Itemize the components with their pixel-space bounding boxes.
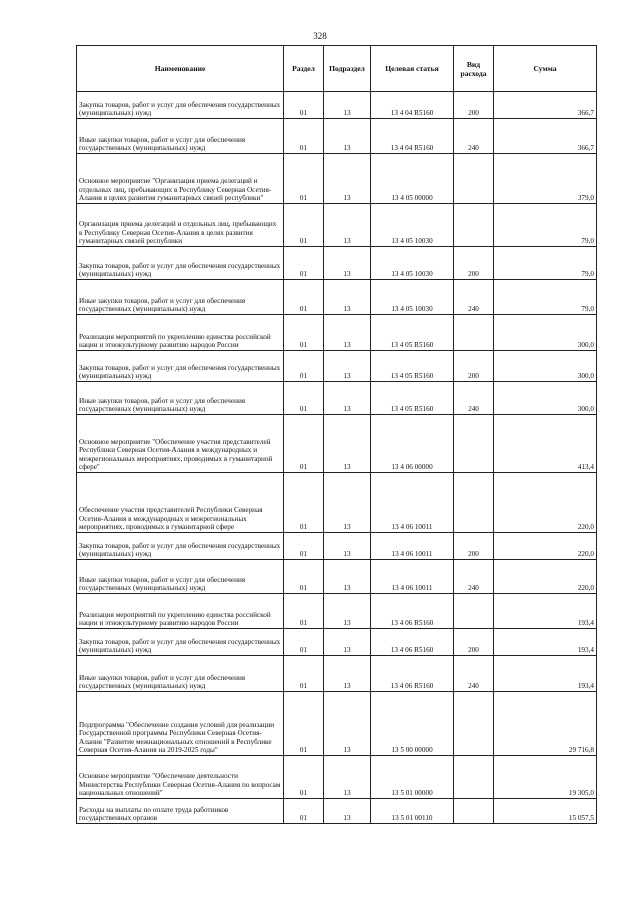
table-row — [77, 315, 597, 351]
cell-vid — [454, 594, 494, 629]
cell-name: Закупка товаров, работ и услуг для обеспечения государственных (муниципальных) нужд — [77, 247, 284, 280]
cell-statya: 13 5 01 00000 — [371, 756, 454, 799]
cell-podrazdel: 13 — [324, 594, 371, 629]
cell-razdel: 01 — [284, 533, 324, 560]
cell-vid: 240 — [454, 119, 494, 154]
cell-name: Иные закупки товаров, работ и услуг для обеспечения государственных (муниципальных) нужд — [77, 119, 284, 154]
cell-name: Реализация мероприятий по укреплению единства российской нации и этнокультурному развитию народов России — [77, 315, 284, 351]
cell-vid — [454, 415, 494, 473]
cell-summa: 79,0 — [494, 204, 597, 247]
cell-vid: 240 — [454, 560, 494, 594]
cell-statya: 13 4 05 10030 — [371, 204, 454, 247]
cell-razdel: 01 — [284, 92, 324, 119]
cell-razdel: 01 — [284, 154, 324, 204]
cell-summa: 79,0 — [494, 247, 597, 280]
cell-vid — [454, 154, 494, 204]
table-row — [77, 656, 597, 692]
table-row — [77, 533, 597, 560]
cell-name: Обеспечение участия представителей Республики Северная Осетия-Алания в международных и межрегиональных мероприятиях, проводимых в гуманитарной сфере — [77, 473, 284, 533]
cell-razdel: 01 — [284, 756, 324, 799]
cell-podrazdel: 13 — [324, 92, 371, 119]
cell-name: Закупка товаров, работ и услуг для обеспечения государственных (муниципальных) нужд — [77, 629, 284, 656]
cell-razdel: 01 — [284, 204, 324, 247]
table-header-row — [77, 46, 597, 92]
table-row — [77, 415, 597, 473]
cell-statya: 13 4 05 00000 — [371, 154, 454, 204]
cell-name: Основное мероприятие "Обеспечение участия представителей Республики Северная Осетия-Алания в международных и межрегиональных мероприятиях, проводимых в гуманитарной сфере" — [77, 415, 284, 473]
cell-podrazdel: 13 — [324, 560, 371, 594]
cell-statya: 13 4 06 00000 — [371, 415, 454, 473]
cell-name: Иные закупки товаров, работ и услуг для обеспечения государственных (муниципальных) нужд — [77, 656, 284, 692]
cell-summa: 15 057,5 — [494, 799, 597, 824]
table-row — [77, 382, 597, 415]
page-number: 328 — [313, 31, 327, 41]
header-razdel: Раздел — [284, 46, 324, 92]
header-statya: Целевая статья — [371, 46, 454, 92]
table-row — [77, 692, 597, 756]
table-row — [77, 92, 597, 119]
cell-summa: 19 305,0 — [494, 756, 597, 799]
cell-vid: 200 — [454, 247, 494, 280]
cell-summa: 300,0 — [494, 351, 597, 382]
table-row — [77, 629, 597, 656]
table-row — [77, 560, 597, 594]
cell-podrazdel: 13 — [324, 315, 371, 351]
cell-vid — [454, 473, 494, 533]
cell-podrazdel: 13 — [324, 473, 371, 533]
cell-name: Иные закупки товаров, работ и услуг для обеспечения государственных (муниципальных) нужд — [77, 382, 284, 415]
cell-statya: 13 4 05 R5160 — [371, 382, 454, 415]
cell-summa: 300,0 — [494, 315, 597, 351]
cell-name: Организация приема делегаций и отдельных лиц, пребывающих в Республику Северная Осетия-Алания в целях развития гуманитарных связей республики — [77, 204, 284, 247]
cell-name: Расходы на выплаты по оплате труда работников государственных органов — [77, 799, 284, 824]
cell-vid: 200 — [454, 533, 494, 560]
cell-name: Основное мероприятие "Обеспечение деятельности Министерства Республики Северная Осетия-Алания по вопросам национальных отношений" — [77, 756, 284, 799]
cell-razdel: 01 — [284, 315, 324, 351]
cell-statya: 13 4 05 R5160 — [371, 351, 454, 382]
table-row — [77, 119, 597, 154]
cell-razdel: 01 — [284, 382, 324, 415]
cell-name: Закупка товаров, работ и услуг для обеспечения государственных (муниципальных) нужд — [77, 92, 284, 119]
table-row — [77, 799, 597, 824]
cell-summa: 220,0 — [494, 533, 597, 560]
header-summa: Сумма — [494, 46, 597, 92]
table-row — [77, 756, 597, 799]
cell-podrazdel: 13 — [324, 656, 371, 692]
table-row — [77, 594, 597, 629]
header-podrazdel: Подраздел — [324, 46, 371, 92]
cell-razdel: 01 — [284, 473, 324, 533]
cell-podrazdel: 13 — [324, 119, 371, 154]
cell-razdel: 01 — [284, 560, 324, 594]
cell-name: Основное мероприятие "Организация приема делегаций и отдельных лиц, пребывающих в Республику Северная Осетия-Алания в целях развития гуманитарных связей республики" — [77, 154, 284, 204]
cell-podrazdel: 13 — [324, 204, 371, 247]
cell-statya: 13 4 06 10011 — [371, 473, 454, 533]
cell-summa: 79,0 — [494, 280, 597, 315]
cell-statya: 13 4 06 R5160 — [371, 629, 454, 656]
cell-statya: 13 4 05 10030 — [371, 247, 454, 280]
cell-summa: 300,0 — [494, 382, 597, 415]
cell-podrazdel: 13 — [324, 533, 371, 560]
cell-summa: 379,0 — [494, 154, 597, 204]
cell-statya: 13 4 06 R5160 — [371, 656, 454, 692]
cell-vid — [454, 756, 494, 799]
header-name: Наименование — [77, 46, 284, 92]
cell-razdel: 01 — [284, 692, 324, 756]
cell-summa: 193,4 — [494, 594, 597, 629]
cell-summa: 193,4 — [494, 629, 597, 656]
cell-razdel: 01 — [284, 799, 324, 824]
cell-vid: 200 — [454, 351, 494, 382]
cell-vid: 240 — [454, 382, 494, 415]
cell-vid — [454, 799, 494, 824]
cell-statya: 13 5 00 00000 — [371, 692, 454, 756]
cell-podrazdel: 13 — [324, 382, 371, 415]
cell-razdel: 01 — [284, 247, 324, 280]
cell-statya: 13 4 05 10030 — [371, 280, 454, 315]
cell-razdel: 01 — [284, 629, 324, 656]
cell-podrazdel: 13 — [324, 629, 371, 656]
budget-table — [76, 45, 597, 824]
header-vid: Вид расхода — [454, 46, 494, 92]
cell-statya: 13 4 04 R5160 — [371, 92, 454, 119]
cell-name: Закупка товаров, работ и услуг для обеспечения государственных (муниципальных) нужд — [77, 533, 284, 560]
cell-razdel: 01 — [284, 656, 324, 692]
cell-podrazdel: 13 — [324, 280, 371, 315]
cell-vid: 200 — [454, 92, 494, 119]
cell-razdel: 01 — [284, 351, 324, 382]
cell-podrazdel: 13 — [324, 154, 371, 204]
cell-vid: 200 — [454, 629, 494, 656]
table-row — [77, 247, 597, 280]
cell-summa: 220,0 — [494, 473, 597, 533]
cell-podrazdel: 13 — [324, 351, 371, 382]
table-row — [77, 351, 597, 382]
cell-vid: 240 — [454, 280, 494, 315]
cell-razdel: 01 — [284, 119, 324, 154]
table-row — [77, 280, 597, 315]
cell-summa: 220,0 — [494, 560, 597, 594]
cell-razdel: 01 — [284, 415, 324, 473]
cell-vid: 240 — [454, 656, 494, 692]
table-row — [77, 204, 597, 247]
cell-podrazdel: 13 — [324, 415, 371, 473]
cell-vid — [454, 204, 494, 247]
cell-summa: 193,4 — [494, 656, 597, 692]
cell-name: Иные закупки товаров, работ и услуг для обеспечения государственных (муниципальных) нужд — [77, 560, 284, 594]
cell-statya: 13 4 05 R5160 — [371, 315, 454, 351]
cell-statya: 13 4 06 R5160 — [371, 594, 454, 629]
cell-name: Реализация мероприятий по укреплению единства российской нации и этнокультурному развитию народов России — [77, 594, 284, 629]
cell-summa: 366,7 — [494, 92, 597, 119]
cell-summa: 366,7 — [494, 119, 597, 154]
cell-statya: 13 4 06 10011 — [371, 533, 454, 560]
cell-podrazdel: 13 — [324, 247, 371, 280]
cell-summa: 29 716,8 — [494, 692, 597, 756]
cell-name: Закупка товаров, работ и услуг для обеспечения государственных (муниципальных) нужд — [77, 351, 284, 382]
cell-name: Иные закупки товаров, работ и услуг для обеспечения государственных (муниципальных) нужд — [77, 280, 284, 315]
cell-statya: 13 4 06 10011 — [371, 560, 454, 594]
cell-podrazdel: 13 — [324, 799, 371, 824]
cell-vid — [454, 692, 494, 756]
cell-statya: 13 4 04 R5160 — [371, 119, 454, 154]
table-row — [77, 154, 597, 204]
cell-podrazdel: 13 — [324, 692, 371, 756]
cell-name: Подпрограмма "Обеспечение создания условий для реализации Государственной программы Республики Северная Осетия-Алания "Развитие межнациональных отношений в Республике Северная Осетия-Алания на 2019-2025 годы" — [77, 692, 284, 756]
cell-summa: 413,4 — [494, 415, 597, 473]
cell-podrazdel: 13 — [324, 756, 371, 799]
cell-vid — [454, 315, 494, 351]
cell-statya: 13 5 01 00110 — [371, 799, 454, 824]
table-row — [77, 473, 597, 533]
cell-razdel: 01 — [284, 594, 324, 629]
cell-razdel: 01 — [284, 280, 324, 315]
